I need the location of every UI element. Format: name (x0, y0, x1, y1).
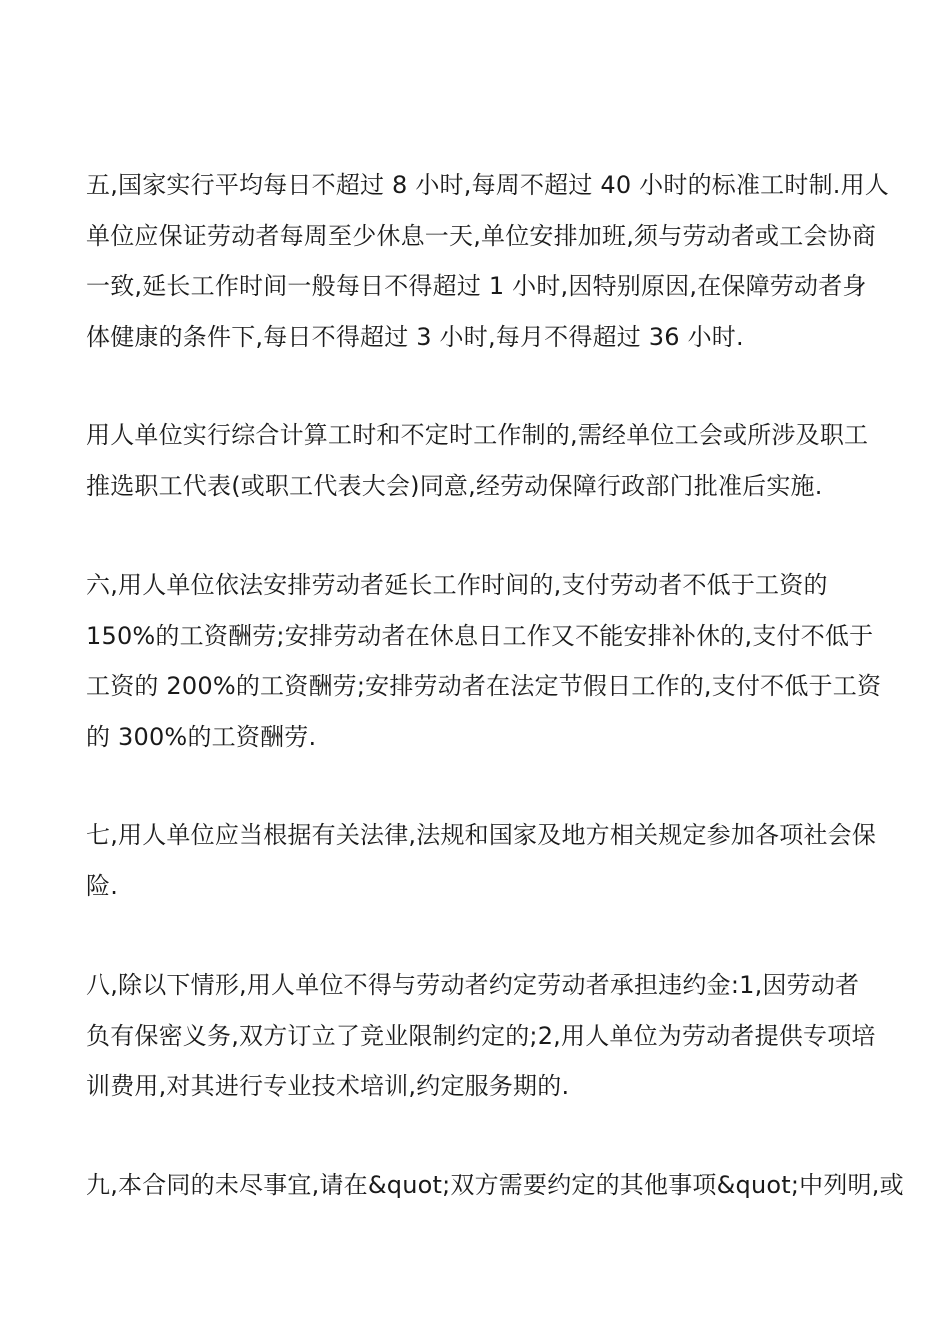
text-line: 训费用,对其进行专业技术培训,约定服务期的. (86, 1072, 570, 1100)
text-line: 七,用人单位应当根据有关法律,法规和国家及地方相关规定参加各项社会保 (86, 821, 877, 849)
text-line: 单位应保证劳动者每周至少休息一天,单位安排加班,须与劳动者或工会协商 (86, 221, 877, 250)
text-line: 负有保密义务,双方订立了竞业限制约定的;2,用人单位为劳动者提供专项培 (86, 1021, 876, 1050)
paragraph-article-7 (86, 810, 876, 911)
text-line: 推选职工代表(或职工代表大会)同意,经劳动保障行政部门批准后实施. (86, 471, 823, 500)
text-line: 用人单位实行综合计算工时和不定时工作制的,需经单位工会或所涉及职工 (86, 421, 869, 449)
paragraph-article-9 (86, 1160, 904, 1211)
text-line: 一致,延长工作时间一般每日不得超过 1 小时,因特别原因,在保障劳动者身 (86, 272, 867, 300)
text-line: 六,用人单位依法安排劳动者延长工作时间的,支付劳动者不低于工资的 (86, 571, 828, 599)
text-line: 工资的 200%的工资酬劳;安排劳动者在法定节假日工作的,支付不低于工资 (86, 672, 882, 700)
text-line: 150%的工资酬劳;安排劳动者在休息日工作又不能安排补休的,支付不低于 (86, 621, 874, 650)
paragraph-article-5 (86, 160, 890, 362)
text-line: 的 300%的工资酬劳. (86, 722, 317, 751)
text-line: 险. (86, 871, 119, 900)
text-line: 五,国家实行平均每日不超过 8 小时,每周不超过 40 小时的标准工时制.用人 (86, 171, 890, 199)
paragraph-article-6 (86, 560, 882, 762)
paragraph-working-hours-note (86, 410, 876, 511)
text-line: 九,本合同的未尽事宜,请在&quot;双方需要约定的其他事项&quot;中列明,或 (86, 1171, 904, 1199)
text-line: 体健康的条件下,每日不得超过 3 小时,每月不得超过 36 小时. (86, 322, 744, 351)
paragraph-article-8 (86, 960, 876, 1112)
text-line: 八,除以下情形,用人单位不得与劳动者约定劳动者承担违约金:1,因劳动者 (86, 971, 860, 999)
